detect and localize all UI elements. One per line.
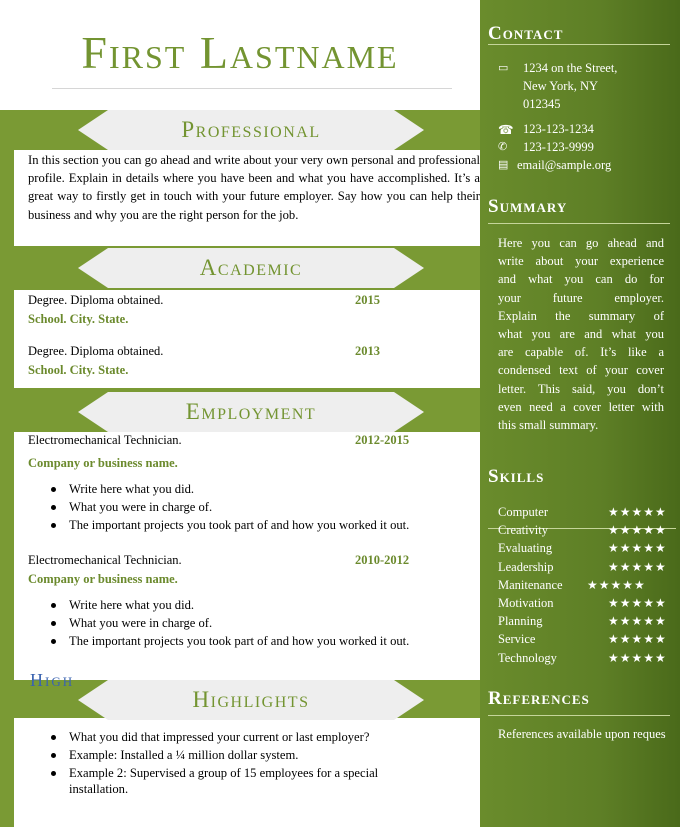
- star-rating-icon: ★★★★★: [608, 559, 667, 574]
- star-rating-icon: ★★★★★: [608, 523, 667, 538]
- summary-line: even need a cover letter with: [498, 399, 664, 414]
- job-bullets: [69, 596, 409, 650]
- summary-line: this small summary.: [498, 417, 599, 432]
- company-name: Company or business name.: [28, 572, 178, 586]
- contact-phone: 123-123-1234: [523, 122, 594, 136]
- star-rating-icon: ★★★★★: [608, 541, 667, 556]
- skill-row: [498, 612, 668, 630]
- star-rating-icon: ★★★★★: [587, 577, 646, 592]
- sidebar: [480, 0, 680, 827]
- job-bullets: [69, 480, 409, 534]
- references-text: References available upon reques: [498, 727, 666, 741]
- section-banner-academic: [78, 248, 424, 288]
- list-item: What you did that impressed your current or last employer?: [69, 728, 378, 746]
- academic-degree: Degree. Diploma obtained.: [28, 344, 164, 358]
- skill-label: Technology: [498, 650, 557, 665]
- skill-label: Leadership: [498, 559, 554, 574]
- professional-section: [14, 150, 480, 246]
- divider: [488, 715, 670, 716]
- skill-row: [498, 521, 668, 539]
- academic-school: School. City. State.: [28, 312, 129, 326]
- job-years: 2010-2012: [355, 553, 410, 567]
- mobile-icon: ✆: [498, 141, 508, 153]
- list-item: Example 2: Supervised a group of 15 employees for a special: [69, 766, 379, 780]
- academic-year: 2013: [355, 344, 380, 358]
- highlights-section: [14, 718, 480, 827]
- contact-address-line2: New York, NY: [523, 79, 599, 93]
- contact-address-line3: 012345: [523, 97, 561, 111]
- address-icon: ▭: [498, 62, 509, 74]
- section-title-professional: Professional: [181, 117, 321, 142]
- star-rating-icon: ★★★★★: [608, 505, 667, 519]
- skill-row: [498, 649, 668, 667]
- summary-line: what you are and what you: [498, 326, 664, 341]
- list-item: Write here what you did.: [69, 596, 409, 614]
- star-rating-icon: ★★★★★: [608, 650, 667, 665]
- summary-line: and what you can do for: [498, 272, 664, 287]
- skill-row: [498, 576, 668, 594]
- skill-label: Planning: [498, 614, 543, 629]
- list-item: The important projects you took part of and how you worked it out.: [69, 634, 410, 648]
- list-item: Example: Installed a ¼ million dollar system.: [69, 746, 378, 764]
- skills-heading: Skills: [488, 466, 545, 487]
- skill-label: Service: [498, 632, 536, 647]
- academic-degree: Degree. Diploma obtained.: [28, 293, 164, 307]
- contact-email[interactable]: email@sample.org: [517, 158, 612, 172]
- skill-label: Motivation: [498, 595, 554, 610]
- contact-heading: Contact: [488, 23, 564, 44]
- employment-section: [14, 432, 480, 680]
- job-title: Electromechanical Technician.: [28, 553, 182, 567]
- section-title-academic: Academic: [199, 255, 303, 280]
- divider: [488, 44, 670, 45]
- email-icon: ▤: [498, 159, 509, 171]
- star-rating-icon: ★★★★★: [608, 595, 667, 610]
- section-title-employment: Employment: [185, 399, 317, 424]
- section-banner-highlights: [78, 680, 424, 720]
- academic-section: [14, 290, 480, 388]
- professional-text: In this section you can go ahead and write about your very own personal and professional profile. Explain in details where you have been and what you have accomplished. It’s a great way to firstly get in touch with your future employer. Say how you can help their business and why you are the right person for the job.: [28, 153, 480, 222]
- references-heading: References: [488, 688, 590, 709]
- summary-text: [498, 234, 664, 434]
- phone-icon: ☎: [498, 123, 514, 137]
- summary-line: letter. This said, you don’t: [498, 381, 664, 396]
- divider: [488, 223, 670, 224]
- candidate-name: First Lastname: [81, 27, 399, 78]
- list-item: Write here what you did.: [69, 480, 409, 498]
- highlights-bullets: [69, 728, 378, 782]
- skill-row: [498, 594, 668, 612]
- contact-address-line1: 1234 on the Street,: [523, 61, 618, 75]
- name-header: [0, 0, 480, 110]
- ghost-heading: High: [30, 670, 75, 690]
- job-title: Electromechanical Technician.: [28, 433, 182, 447]
- list-item: What you were in charge of.: [69, 498, 409, 516]
- academic-year: 2015: [355, 293, 380, 307]
- summary-line: write about your experience: [498, 254, 664, 269]
- summary-line: Here you can go ahead and: [498, 236, 664, 250]
- academic-school: School. City. State.: [28, 363, 129, 377]
- list-item: What you were in charge of.: [69, 614, 409, 632]
- skill-label: Creativity: [498, 523, 548, 538]
- star-rating-icon: ★★★★★: [608, 614, 667, 629]
- skill-row: [498, 503, 668, 521]
- skills-list: [498, 503, 668, 667]
- company-name: Company or business name.: [28, 456, 178, 470]
- summary-line: condensed text of your cover: [498, 363, 664, 378]
- header-divider: [52, 88, 452, 89]
- star-rating-icon: ★★★★★: [608, 632, 667, 647]
- skill-label: Evaluating: [498, 541, 553, 556]
- list-item: The important projects you took part of and how you worked it out.: [69, 518, 410, 532]
- skill-row: [498, 558, 668, 576]
- skill-label: Computer: [498, 505, 548, 519]
- section-banner-professional: [78, 110, 424, 150]
- highlights-continuation: installation.: [69, 782, 129, 796]
- summary-heading: Summary: [488, 196, 568, 217]
- skill-row: [498, 630, 668, 648]
- summary-line: your future employer.: [498, 290, 664, 305]
- skill-row: [498, 539, 668, 557]
- job-years: 2012-2015: [355, 433, 410, 447]
- section-banner-employment: [78, 392, 424, 432]
- section-title-highlights: Highlights: [192, 687, 310, 712]
- contact-phone: 123-123-9999: [523, 140, 594, 154]
- summary-line: are capable of. It’s like a: [498, 345, 664, 360]
- summary-line: Explain the summary of: [498, 308, 664, 323]
- skill-label: Manitenance: [498, 577, 563, 592]
